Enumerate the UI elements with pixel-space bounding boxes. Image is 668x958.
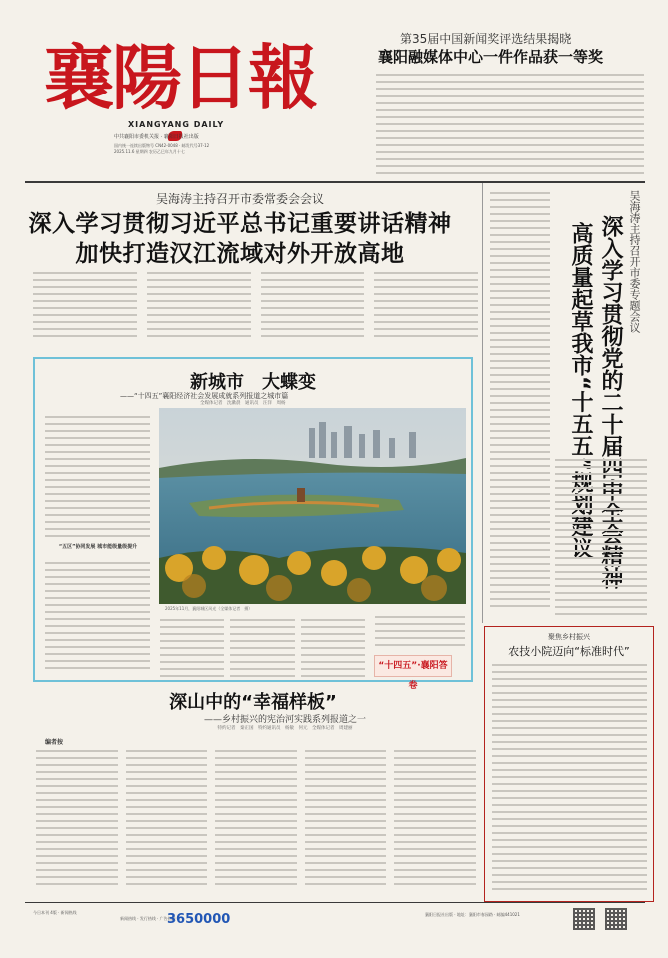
photo-caption: 2025年11月，襄阳城区风光（全媒体记者 摄） — [165, 606, 253, 611]
boxed-story-headline: 农技小院迈向“标准时代” — [508, 645, 630, 658]
right-column-body-2 — [555, 455, 647, 620]
editor-note-label: 编者按 — [45, 739, 64, 746]
right-column-headline-2: 高质量起草我市“十五五”规划建议 — [568, 222, 593, 559]
divider — [25, 181, 645, 183]
series-stamp: “十四五”·襄阳答卷 — [374, 655, 452, 677]
bottom-story-headline: 深山中的“幸福样板” — [169, 692, 337, 713]
main-story-headline-1: 深入学习贯彻习近平总书记重要讲话精神 — [28, 211, 452, 237]
city-lake-photo — [159, 408, 466, 604]
qr-code-icon — [605, 908, 627, 930]
bottom-story-subtitle: ——乡村振兴的宪治河实践系列报道之一 — [203, 715, 366, 725]
footer-hotline-label: 新闻热线 · 发行热线 · 广告热线 — [120, 916, 176, 921]
main-story-headline-2: 加快打造汉江流域对外开放高地 — [75, 241, 405, 267]
feature-body-bottom — [160, 615, 365, 680]
feature-body-bottom-right — [375, 612, 465, 650]
qr-code-icon — [573, 908, 595, 930]
feature-body-left — [45, 412, 150, 540]
bottom-story-body — [36, 746, 476, 896]
feature-body-left-2 — [45, 558, 150, 678]
feature-title: 新城市 大蝶变 — [190, 372, 316, 393]
boxed-story-body — [492, 660, 647, 895]
right-column-kicker: 吴海涛主持召开市委专题会议 — [628, 190, 641, 333]
boxed-story-kicker: 聚焦乡村振兴 — [548, 633, 590, 641]
masthead-meta — [114, 143, 209, 155]
footer-left-text: 今日本刊 4版 · 新闻热线 — [33, 910, 77, 915]
right-column-headline-1: 深入学习贯彻党的二十届四中全会精神 — [598, 215, 623, 589]
feature-section-label: “五区”协同发展 城市能级量级提升 — [58, 544, 138, 550]
top-story-body — [376, 70, 644, 180]
right-column-body — [490, 188, 550, 620]
top-story-kicker: 第35届中国新闻奖评选结果揭晓 — [400, 32, 572, 46]
feature-byline: 全媒体记者 沈漱晨 通讯员 汪洋 周杨 — [200, 401, 286, 406]
main-story-body — [33, 268, 478, 348]
bottom-story-byline: 特约记者 秦正国 特约通讯员 杨敏 何元 全媒体记者 周建丽 — [217, 726, 353, 731]
masthead-english: XIANGYANG DAILY — [128, 120, 225, 129]
column-divider — [482, 183, 483, 623]
top-story-headline: 襄阳融媒体中心一件作品获一等奖 — [378, 48, 604, 66]
footer — [25, 906, 641, 938]
masthead-meta-line2: 2025.11.6 星期四 农历乙巳年九月十七 — [114, 149, 185, 154]
footer-hotline-number: 3650000 — [167, 912, 231, 927]
main-story-kicker: 吴海涛主持召开市委常委会会议 — [155, 192, 324, 206]
feature-subtitle: ——“十四五”襄阳经济社会发展成就系列报道之城市篇 — [120, 392, 289, 400]
footer-divider — [25, 902, 645, 903]
footer-right-text: 襄阳日报社出版 · 地址：襄阳市春园路 · 邮编441021 — [425, 912, 520, 917]
masthead-subtitle: 中共襄阳市委机关报 · 襄阳日报社出版 — [114, 134, 199, 140]
masthead-title: 襄陽日報 — [44, 36, 316, 119]
masthead-meta-line1: 国内统一连续出版物号 CN42-0048 · 邮发代号37-12 — [114, 143, 210, 148]
